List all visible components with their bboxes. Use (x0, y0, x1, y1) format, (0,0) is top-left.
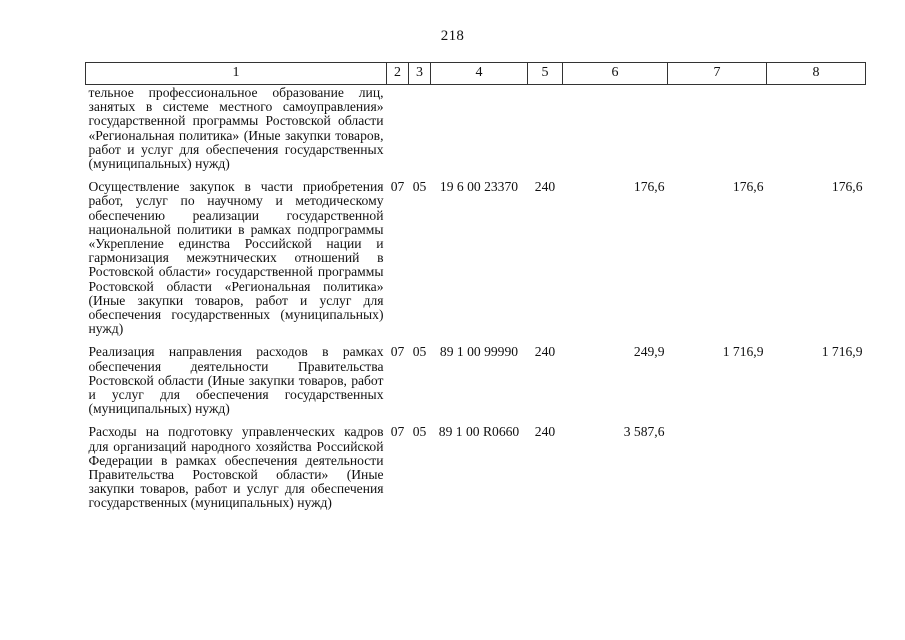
row-amount-1: 176,6 (633, 179, 665, 195)
row-subsection: 05 (412, 344, 427, 360)
header-col-3: 3 (409, 63, 431, 85)
header-col-6: 6 (563, 63, 668, 85)
header-col-7: 7 (668, 63, 767, 85)
table-row (86, 416, 866, 510)
row-expense-type: 240 (534, 179, 556, 195)
header-col-2: 2 (387, 63, 409, 85)
header-col-5: 5 (528, 63, 563, 85)
header-col-4: 4 (431, 63, 528, 85)
row-section (387, 85, 409, 172)
row-expense-type (528, 85, 563, 172)
row-amount-1: 3 587,6 (623, 424, 665, 440)
row-subsection: 05 (412, 179, 427, 195)
budget-table (85, 62, 866, 511)
row-target-code: 89 1 00 99990 (439, 344, 519, 360)
header-col-1: 1 (86, 63, 387, 85)
row-amount-3 (767, 416, 866, 510)
row-target-code: 19 6 00 23370 (439, 179, 519, 195)
row-amount-2 (668, 416, 767, 510)
row-section: 07 (390, 424, 405, 440)
table-header-row (86, 63, 866, 85)
row-amount-2: 1 716,9 (722, 344, 764, 360)
page-number: 218 (440, 28, 465, 44)
row-expense-type: 240 (534, 424, 556, 440)
header-col-8: 8 (767, 63, 866, 85)
row-description: Осуществление закупок в части приобретения работ, услуг по научному и методическому обеспечению реализации государственной национальной политики в рамках подпрограммы «Укрепление единства Российской нации и гармонизация межэтнических отношений в Ростовской области» государственной программы Ростовской области «Региональная политика» (Иные закупки товаров, работ и услуг для обеспечения государственных (муниципальных) нужд) (88, 179, 384, 337)
row-section: 07 (390, 344, 405, 360)
row-amount-1: 249,9 (633, 344, 665, 360)
row-target-code: 89 1 00 R0660 (438, 424, 520, 440)
table-row (86, 336, 866, 416)
row-amount-2: 176,6 (732, 179, 764, 195)
table-row (86, 171, 866, 336)
row-description: Расходы на подготовку управленческих кадров для организаций народного хозяйства Российской Федерации в рамках обеспечения деятельности Правительства Ростовской области» (Иные закупки товаров, работ и услуг для обеспечения государственных (муниципальных) нужд) (88, 424, 384, 511)
row-amount-1 (563, 85, 668, 172)
row-subsection (409, 85, 431, 172)
row-description: Реализация направления расходов в рамках обеспечения деятельности Правительства Ростовской области (Иные закупки товаров, работ и услуг для обеспечения государственных (муниципальных) нужд) (88, 344, 384, 417)
table-row (86, 85, 866, 172)
row-amount-2 (668, 85, 767, 172)
row-amount-3 (767, 85, 866, 172)
row-target-code (431, 85, 528, 172)
row-amount-3: 1 716,9 (821, 344, 863, 360)
row-amount-3: 176,6 (831, 179, 863, 195)
row-expense-type: 240 (534, 344, 556, 360)
row-section: 07 (390, 179, 405, 195)
row-subsection: 05 (412, 424, 427, 440)
row-description: тельное профессиональное образование лиц, занятых в системе местного самоуправления» государственной программы Ростовской области «Региональная политика» (Иные закупки товаров, работ и услуг для обеспечения государственных (муниципальных) нужд) (88, 85, 384, 172)
